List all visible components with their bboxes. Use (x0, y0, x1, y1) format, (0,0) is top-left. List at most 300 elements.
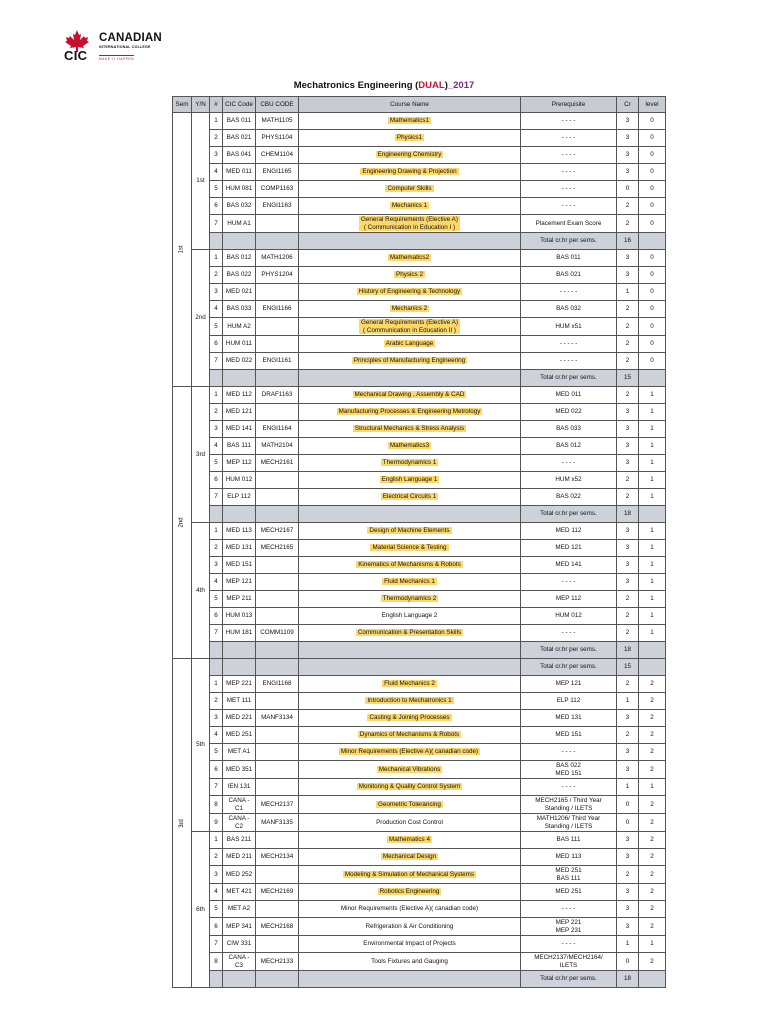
course-level: 1 (639, 557, 666, 574)
cbu-code: PHYS1104 (256, 130, 299, 147)
prerequisite: MED 121 (521, 540, 617, 557)
course-level: 1 (639, 936, 666, 953)
course-level: 1 (639, 523, 666, 540)
cic-code: MED 112 (223, 387, 256, 404)
credit-hours: 3 (617, 404, 639, 421)
course-name: Thermodynamics 2 (299, 591, 521, 608)
prerequisite: MEP 112 (521, 591, 617, 608)
course-level: 1 (639, 421, 666, 438)
course-name: Engineering Drawing & Projection (299, 164, 521, 181)
total-blank-name (299, 659, 521, 676)
course-level: 1 (639, 455, 666, 472)
cic-code: MEP 121 (223, 574, 256, 591)
course-row (173, 130, 666, 147)
course-row (173, 215, 666, 233)
course-row (173, 181, 666, 198)
prerequisite: - - - - - (521, 284, 617, 301)
course-name: General Requirements (Elective A) ( Communication in Education I ) (299, 215, 521, 233)
course-number: 3 (210, 284, 223, 301)
course-row (173, 884, 666, 901)
course-name: General Requirements (Elective A) ( Communication in Education II ) (299, 318, 521, 336)
cbu-code (256, 591, 299, 608)
cic-code: HUM 012 (223, 472, 256, 489)
credit-hours: 2 (617, 727, 639, 744)
cic-code: HUM A2 (223, 318, 256, 336)
total-blank-cbu (256, 233, 299, 250)
credit-hours: 3 (617, 455, 639, 472)
course-row (173, 318, 666, 336)
course-name: Electrical Circuits 1 (299, 489, 521, 506)
header-level: level (639, 97, 666, 113)
course-name: Mechanics 2 (299, 301, 521, 318)
cic-code: MET 421 (223, 884, 256, 901)
total-blank-num (210, 971, 223, 988)
course-level: 2 (639, 761, 666, 779)
semester-total-row (173, 370, 666, 387)
course-number: 4 (210, 574, 223, 591)
course-row (173, 284, 666, 301)
cic-code: HUM A1 (223, 215, 256, 233)
course-row (173, 540, 666, 557)
course-level: 1 (639, 438, 666, 455)
cbu-code: ENGI1165 (256, 164, 299, 181)
course-number: 2 (210, 267, 223, 284)
course-row (173, 936, 666, 953)
cic-code: ELP 112 (223, 489, 256, 506)
cbu-code (256, 336, 299, 353)
course-name: Mathematics2 (299, 250, 521, 267)
cbu-code: PHYS1204 (256, 267, 299, 284)
course-row (173, 693, 666, 710)
course-name: Physics1 (299, 130, 521, 147)
credit-hours: 2 (617, 489, 639, 506)
course-row (173, 727, 666, 744)
course-name: Minor Requirements (Elective A)( canadian code) (299, 901, 521, 918)
course-row (173, 901, 666, 918)
semester-total-row (173, 659, 666, 676)
credit-hours: 3 (617, 901, 639, 918)
cbu-code (256, 832, 299, 849)
year-label: 1st (173, 113, 192, 387)
prerequisite: - - - - (521, 147, 617, 164)
course-level: 0 (639, 130, 666, 147)
prerequisite: - - - - (521, 164, 617, 181)
course-name: Modeling & Simulation of Mechanical Systems (299, 866, 521, 884)
header-cic-code: CIC Code (223, 97, 256, 113)
course-name: Refrigeration & Air Conditioning (299, 918, 521, 936)
course-row (173, 198, 666, 215)
course-row (173, 779, 666, 796)
cic-code: MEP 211 (223, 591, 256, 608)
cbu-code (256, 574, 299, 591)
total-blank-name (299, 642, 521, 659)
course-number: 4 (210, 884, 223, 901)
cbu-code: MATH2104 (256, 438, 299, 455)
prerequisite: MED 011 (521, 387, 617, 404)
cbu-code: MECH2161 (256, 455, 299, 472)
course-name: Physics 2 (299, 267, 521, 284)
credit-hours: 3 (617, 884, 639, 901)
cic-code: HUM 081 (223, 181, 256, 198)
course-row (173, 744, 666, 761)
cbu-code: ENGI1166 (256, 301, 299, 318)
course-level: 0 (639, 318, 666, 336)
cic-code: BAS 021 (223, 130, 256, 147)
total-blank-cbu (256, 506, 299, 523)
credit-hours: 3 (617, 438, 639, 455)
credit-hours: 2 (617, 353, 639, 370)
course-number: 5 (210, 455, 223, 472)
prerequisite: - - - - - (521, 336, 617, 353)
cbu-code: ENGI1164 (256, 421, 299, 438)
total-blank-cbu (256, 659, 299, 676)
cbu-code: MECH2167 (256, 523, 299, 540)
course-name: Mechanical Design (299, 849, 521, 866)
credit-hours: 3 (617, 523, 639, 540)
cbu-code: MECH2134 (256, 849, 299, 866)
total-blank-name (299, 506, 521, 523)
course-name: Communication & Presentation Skills (299, 625, 521, 642)
cbu-code: MATH1105 (256, 113, 299, 130)
course-row (173, 557, 666, 574)
cic-code: MED 131 (223, 540, 256, 557)
prerequisite: - - - - (521, 113, 617, 130)
course-name: Mathematics3 (299, 438, 521, 455)
course-row (173, 814, 666, 832)
course-row (173, 849, 666, 866)
course-name: Mathematics 4 (299, 832, 521, 849)
credit-hours: 1 (617, 779, 639, 796)
logo-name: CANADIAN (99, 32, 162, 44)
course-number: 1 (210, 523, 223, 540)
cic-code: CANA - C3 (223, 953, 256, 971)
total-blank-name (299, 971, 521, 988)
course-level: 0 (639, 113, 666, 130)
course-number: 8 (210, 953, 223, 971)
semester-total-row (173, 642, 666, 659)
course-name: Kinematics of Mechanisms & Robots (299, 557, 521, 574)
credit-hours: 0 (617, 814, 639, 832)
course-number: 3 (210, 147, 223, 164)
cbu-code (256, 215, 299, 233)
course-number: 1 (210, 387, 223, 404)
course-number: 6 (210, 198, 223, 215)
cic-code: MEP 112 (223, 455, 256, 472)
course-row (173, 608, 666, 625)
cic-code: MED 151 (223, 557, 256, 574)
course-row (173, 832, 666, 849)
cic-code: MEP 221 (223, 676, 256, 693)
credit-hours: 3 (617, 130, 639, 147)
course-number: 6 (210, 918, 223, 936)
prerequisite: BAS 022 (521, 489, 617, 506)
course-name: Principles of Manufacturing Engineering (299, 353, 521, 370)
cic-code: MED 021 (223, 284, 256, 301)
semester-label: 3rd (192, 387, 210, 523)
credit-hours: 3 (617, 832, 639, 849)
cic-code: MED 251 (223, 727, 256, 744)
course-level: 0 (639, 336, 666, 353)
credit-hours: 2 (617, 318, 639, 336)
total-label: Total cr.hr per sems. (521, 506, 617, 523)
total-label: Total cr.hr per sems. (521, 659, 617, 676)
credit-hours: 3 (617, 849, 639, 866)
course-level: 0 (639, 215, 666, 233)
cbu-code: ENGI1168 (256, 676, 299, 693)
prerequisite: HUM x51 (521, 318, 617, 336)
cbu-code (256, 727, 299, 744)
course-level: 1 (639, 540, 666, 557)
course-level: 1 (639, 779, 666, 796)
cic-code: MED 221 (223, 710, 256, 727)
total-blank-num (210, 642, 223, 659)
cbu-code: MECH2169 (256, 884, 299, 901)
total-blank-num (210, 370, 223, 387)
course-name: Material Science & Testing (299, 540, 521, 557)
total-value: 18 (617, 506, 639, 523)
cbu-code (256, 693, 299, 710)
credit-hours: 1 (617, 284, 639, 301)
course-row (173, 301, 666, 318)
semester-total-row (173, 506, 666, 523)
header-cr: Cr (617, 97, 639, 113)
cbu-code (256, 318, 299, 336)
course-name: Structural Mechanics & Stress Analysis (299, 421, 521, 438)
course-level: 2 (639, 796, 666, 814)
course-name: Mathematics1 (299, 113, 521, 130)
course-number: 2 (210, 404, 223, 421)
prerequisite: MED 022 (521, 404, 617, 421)
cbu-code: ENGI1161 (256, 353, 299, 370)
cic-code: IEN 131 (223, 779, 256, 796)
cbu-code (256, 936, 299, 953)
course-name: Geometric Tolerancing (299, 796, 521, 814)
study-plan-table (172, 96, 666, 988)
cic-code: BAS 211 (223, 832, 256, 849)
cic-code: MED 113 (223, 523, 256, 540)
course-row (173, 353, 666, 370)
cic-code: HUM 181 (223, 625, 256, 642)
semester-label: 2nd (192, 250, 210, 387)
credit-hours: 2 (617, 215, 639, 233)
course-number: 7 (210, 215, 223, 233)
course-row (173, 866, 666, 884)
course-level: 2 (639, 744, 666, 761)
course-row (173, 591, 666, 608)
cbu-code: MECH2165 (256, 540, 299, 557)
credit-hours: 3 (617, 164, 639, 181)
course-name: Thermodynamics 1 (299, 455, 521, 472)
cic-code: MED 351 (223, 761, 256, 779)
cbu-code (256, 284, 299, 301)
course-level: 0 (639, 353, 666, 370)
total-blank-cbu (256, 370, 299, 387)
prerequisite: ELP 112 (521, 693, 617, 710)
prerequisite: MED 112 (521, 523, 617, 540)
course-row (173, 676, 666, 693)
course-number: 2 (210, 693, 223, 710)
course-level: 0 (639, 147, 666, 164)
course-name: Engineering Chemistry (299, 147, 521, 164)
total-label: Total cr.hr per sems. (521, 233, 617, 250)
course-level: 0 (639, 164, 666, 181)
credit-hours: 1 (617, 693, 639, 710)
course-number: 3 (210, 866, 223, 884)
header-cbu-code: CBU CODE (256, 97, 299, 113)
course-row (173, 472, 666, 489)
credit-hours: 3 (617, 250, 639, 267)
cbu-code: MATH1206 (256, 250, 299, 267)
cbu-code (256, 779, 299, 796)
course-row (173, 918, 666, 936)
prerequisite: MECH2165 / Third Year Standing / ILETS (521, 796, 617, 814)
prerequisite: Placement Exam Score (521, 215, 617, 233)
total-blank-cbu (256, 642, 299, 659)
prerequisite: - - - - (521, 936, 617, 953)
total-blank-num (210, 233, 223, 250)
cic-code: MED 011 (223, 164, 256, 181)
total-blank-level (639, 233, 666, 250)
total-blank-name (299, 370, 521, 387)
course-row (173, 625, 666, 642)
cbu-code: MECH2137 (256, 796, 299, 814)
course-row (173, 336, 666, 353)
course-name: Mechanical Vibrations (299, 761, 521, 779)
course-row (173, 267, 666, 284)
course-name: Fluid Mechanics 1 (299, 574, 521, 591)
cbu-code: MANF3135 (256, 814, 299, 832)
credit-hours: 2 (617, 387, 639, 404)
course-number: 5 (210, 591, 223, 608)
prerequisite: MED 251 BAS 111 (521, 866, 617, 884)
credit-hours: 2 (617, 625, 639, 642)
credit-hours: 0 (617, 796, 639, 814)
course-number: 8 (210, 796, 223, 814)
course-name: Design of Machine Elements (299, 523, 521, 540)
prerequisite: - - - - (521, 901, 617, 918)
course-name: English Language 2 (299, 608, 521, 625)
prerequisite: - - - - (521, 779, 617, 796)
course-number: 3 (210, 557, 223, 574)
cbu-code (256, 744, 299, 761)
cbu-code: DRAF1163 (256, 387, 299, 404)
prerequisite: HUM 012 (521, 608, 617, 625)
credit-hours: 0 (617, 953, 639, 971)
total-blank-name (299, 233, 521, 250)
prerequisite: MEP 121 (521, 676, 617, 693)
total-blank-level (639, 971, 666, 988)
cbu-code: MANF3134 (256, 710, 299, 727)
total-blank-cic (223, 659, 256, 676)
cic-code: HUM 011 (223, 336, 256, 353)
total-label: Total cr.hr per sems. (521, 971, 617, 988)
total-blank-cbu (256, 971, 299, 988)
course-number: 4 (210, 727, 223, 744)
course-number: 6 (210, 608, 223, 625)
course-level: 1 (639, 387, 666, 404)
credit-hours: 3 (617, 267, 639, 284)
prerequisite: MED 251 (521, 884, 617, 901)
credit-hours: 2 (617, 301, 639, 318)
total-blank-level (639, 370, 666, 387)
course-name: History of Engineering & Technology (299, 284, 521, 301)
credit-hours: 2 (617, 198, 639, 215)
credit-hours: 2 (617, 866, 639, 884)
total-blank-cic (223, 642, 256, 659)
cic-code: MEP 341 (223, 918, 256, 936)
course-name: Dynamics of Mechanisms & Robots (299, 727, 521, 744)
prerequisite: MED 151 (521, 727, 617, 744)
course-level: 2 (639, 866, 666, 884)
course-number: 3 (210, 710, 223, 727)
credit-hours: 3 (617, 761, 639, 779)
course-level: 1 (639, 574, 666, 591)
credit-hours: 2 (617, 472, 639, 489)
credit-hours: 3 (617, 744, 639, 761)
course-number: 7 (210, 779, 223, 796)
course-level: 2 (639, 693, 666, 710)
course-name: Environmental Impact of Projects (299, 936, 521, 953)
prerequisite: MED 141 (521, 557, 617, 574)
course-row (173, 953, 666, 971)
cic-code: BAS 011 (223, 113, 256, 130)
cbu-code: MECH2168 (256, 918, 299, 936)
course-number: 7 (210, 625, 223, 642)
course-level: 1 (639, 625, 666, 642)
total-value: 18 (617, 642, 639, 659)
course-number: 9 (210, 814, 223, 832)
cic-code: BAS 041 (223, 147, 256, 164)
course-level: 2 (639, 832, 666, 849)
course-row (173, 113, 666, 130)
course-name: Mechanical Drawing , Assembly & CAD (299, 387, 521, 404)
course-level: 0 (639, 267, 666, 284)
prerequisite: BAS 021 (521, 267, 617, 284)
total-blank-cic (223, 370, 256, 387)
prerequisite: MED 131 (521, 710, 617, 727)
total-blank-cic (223, 506, 256, 523)
course-row (173, 250, 666, 267)
course-number: 2 (210, 130, 223, 147)
course-number: 2 (210, 849, 223, 866)
cbu-code (256, 901, 299, 918)
course-level: 2 (639, 901, 666, 918)
course-number: 4 (210, 438, 223, 455)
course-name: Tools Fixtures and Gauging (299, 953, 521, 971)
credit-hours: 3 (617, 574, 639, 591)
credit-hours: 2 (617, 591, 639, 608)
cbu-code (256, 489, 299, 506)
prerequisite: BAS 033 (521, 421, 617, 438)
course-number: 1 (210, 676, 223, 693)
total-blank-level (639, 506, 666, 523)
course-level: 0 (639, 250, 666, 267)
credit-hours: 2 (617, 336, 639, 353)
year-label: 2nd (173, 387, 192, 659)
credit-hours: 3 (617, 113, 639, 130)
course-level: 2 (639, 918, 666, 936)
semester-label: 5th (192, 659, 210, 832)
course-number: 5 (210, 318, 223, 336)
course-level: 0 (639, 284, 666, 301)
prerequisite: BAS 022 MED 151 (521, 761, 617, 779)
course-level: 0 (639, 181, 666, 198)
course-row (173, 574, 666, 591)
course-level: 2 (639, 884, 666, 901)
total-blank-level (639, 659, 666, 676)
total-label: Total cr.hr per sems. (521, 370, 617, 387)
course-level: 2 (639, 814, 666, 832)
